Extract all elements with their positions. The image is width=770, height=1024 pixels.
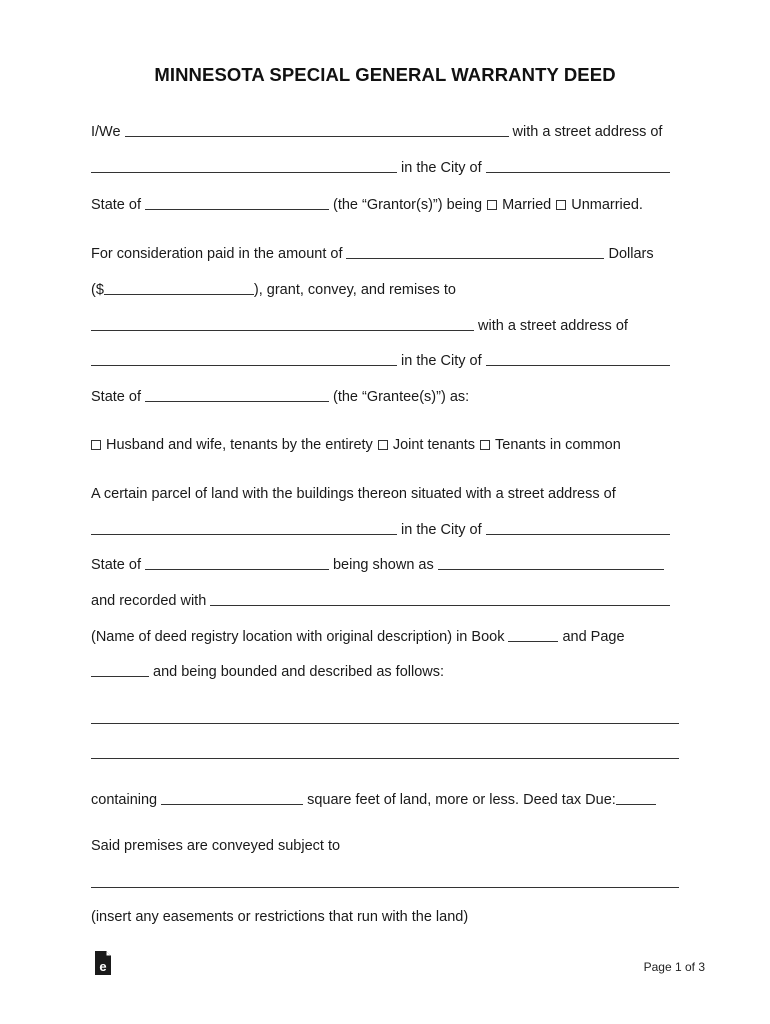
registry-label: (Name of deed registry location with original description) in Book [91, 629, 505, 645]
subject-to-label: Said premises are conveyed subject to [91, 838, 341, 854]
joint-tenants-label: Joint tenants [392, 437, 476, 453]
description-field-1[interactable] [91, 723, 679, 724]
book-field[interactable] [508, 640, 558, 642]
svg-text:e: e [99, 959, 107, 974]
grantee-street-field[interactable] [91, 364, 397, 366]
street-address-label: with a street address of [512, 124, 663, 140]
grantee-label: (the “Grantee(s)”) as: [332, 389, 470, 405]
grantee-state-line [91, 385, 469, 405]
consideration-line [91, 242, 654, 262]
husband-wife-label: Husband and wife, tenants by the entirety [106, 437, 373, 453]
parcel-city-label: in the City of [401, 522, 482, 538]
grantor-name-line [91, 120, 662, 140]
married-label: Married [502, 197, 552, 213]
parcel-state-field[interactable] [145, 568, 329, 570]
consideration-label: For consideration paid in the amount of [91, 246, 343, 262]
registry-line [91, 625, 625, 645]
tenants-common-label: Tenants in common [495, 437, 621, 453]
subject-to-line [91, 834, 340, 854]
parcel-address-line [91, 518, 674, 538]
grantee-city-label: in the City of [401, 353, 482, 369]
grantee-city-field[interactable] [486, 364, 670, 366]
tenancy-line [91, 433, 621, 453]
deed-tax-field[interactable] [616, 803, 656, 805]
married-checkbox[interactable] [487, 200, 497, 210]
consideration-amount-field[interactable] [104, 293, 254, 295]
consideration-amount-line [91, 278, 456, 298]
easements-note: (insert any easements or restrictions that run with the land) [91, 909, 469, 925]
parcel-line [91, 482, 616, 502]
grantor-address-line [91, 156, 674, 176]
parcel-label: A certain parcel of land with the buildings thereon situated with a street address of [91, 486, 616, 502]
bounded-label: and being bounded and described as follows: [153, 664, 445, 680]
grantee-state-label: State of [91, 389, 141, 405]
recorded-line [91, 589, 674, 609]
parcel-street-field[interactable] [91, 533, 397, 535]
unmarried-checkbox[interactable] [556, 200, 566, 210]
grantor-state-field[interactable] [145, 208, 329, 210]
grantor-name-field[interactable] [125, 135, 509, 137]
square-feet-label: square feet of land, more or less. Deed tax Due: [307, 792, 616, 808]
grant-convey-label: ), grant, convey, and remises to [253, 282, 456, 298]
parcel-state-label: State of [91, 557, 141, 573]
page-number-field[interactable] [91, 675, 149, 677]
square-feet-field[interactable] [161, 803, 303, 805]
recorded-with-field[interactable] [210, 604, 670, 606]
city-label: in the City of [401, 160, 482, 176]
page-label: and Page [562, 629, 625, 645]
grantor-label: (the “Grantor(s)”) being [332, 197, 483, 213]
state-label: State of [91, 197, 141, 213]
easements-field[interactable] [91, 887, 679, 888]
dollar-sign-label: ($ [91, 282, 104, 298]
grantee-name-field[interactable] [91, 329, 474, 331]
page-number: Page 1 of 3 [643, 960, 705, 974]
consideration-words-field[interactable] [346, 257, 604, 259]
tenants-common-checkbox[interactable] [480, 440, 490, 450]
grantee-name-line [91, 314, 628, 334]
shown-as-field[interactable] [438, 568, 664, 570]
parcel-state-line [91, 553, 668, 573]
grantee-state-field[interactable] [145, 400, 329, 402]
dollars-label: Dollars [608, 246, 654, 262]
e-document-logo-icon [94, 950, 112, 976]
containing-line [91, 788, 660, 808]
grantee-street-label: with a street address of [478, 318, 628, 334]
containing-label: containing [91, 792, 158, 808]
unmarried-label: Unmarried. [571, 197, 643, 213]
shown-as-label: being shown as [332, 557, 434, 573]
husband-wife-checkbox[interactable] [91, 440, 101, 450]
easements-note-line [91, 905, 468, 925]
grantee-address-line [91, 349, 674, 369]
grantor-street-field[interactable] [91, 171, 397, 173]
iwe-label: I/We [91, 124, 121, 140]
description-field-2[interactable] [91, 758, 679, 759]
recorded-label: and recorded with [91, 593, 207, 609]
grantor-state-line [91, 193, 643, 213]
joint-tenants-checkbox[interactable] [378, 440, 388, 450]
parcel-city-field[interactable] [486, 533, 670, 535]
bounded-line [91, 660, 444, 680]
document-title: MINNESOTA SPECIAL GENERAL WARRANTY DEED [154, 64, 616, 85]
grantor-city-field[interactable] [486, 171, 670, 173]
